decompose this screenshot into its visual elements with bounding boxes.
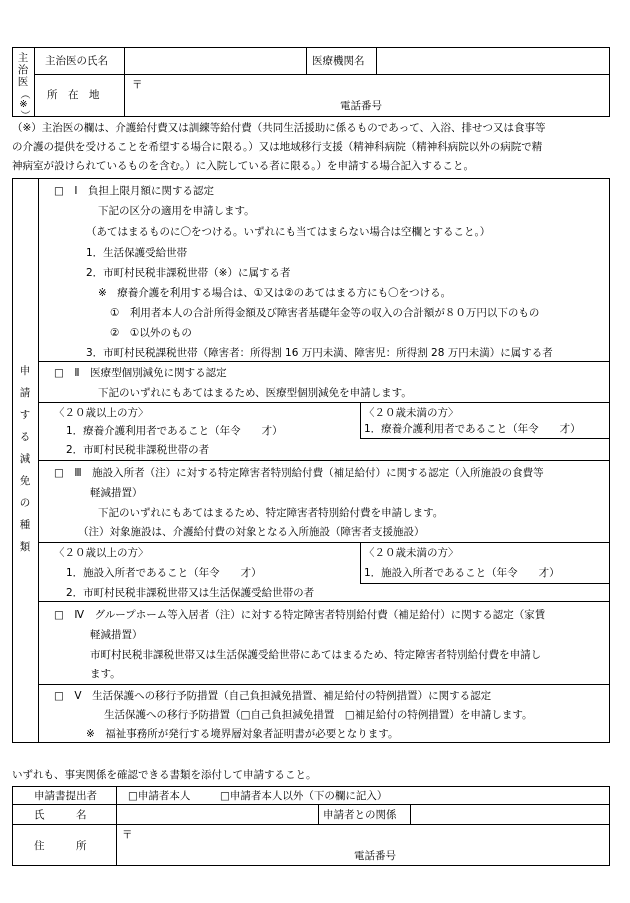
sec3-right-head: 〈２０歳未満の方〉 [364,547,459,559]
submitter-option-self[interactable]: □申請者本人 [128,790,191,802]
sec5-note: ※ 福祉事務所が発行する境界層対象者証明書が必要となります。 [86,728,399,740]
doctor-side-char-2: 治 [17,64,29,76]
name-label: 氏 名 [34,809,87,821]
sec1-item1: 1．生活保護受給世帯 [86,247,188,259]
institution-value[interactable] [380,52,605,70]
sec4-title2: 軽減措置） [90,629,143,641]
sec3-note: （注）対象施設は、介護給付費の対象となる入所施設（障害者支援施設） [78,526,425,538]
sec3-line1: 下記のいずれにもあてはまるため、特定障害者特別給付費を申請します。 [98,507,444,519]
sec2-left-2: 2．市町村民税非課税世帯の者 [66,444,210,456]
sec1-title[interactable]: □ Ⅰ 負担上限月額に関する認定 [54,185,215,197]
sec1-sub2: ② ①以外のもの [110,327,192,339]
sec5-title[interactable]: □ Ⅴ 生活保護への移行予防措置（自己負担減免措置、補足給付の特例措置）に関する認定 [54,690,492,702]
sec1-line2: （あてはまるものに〇をつける。いずれにも当てはまらない場合は空欄とすること。） [86,226,491,238]
reduction-side-char: 申 [19,365,31,377]
sec2-right-1: 1．療養介護利用者であること（年令 才） [364,423,581,435]
doctor-side-label [12,52,34,88]
doctor-phone-label: 電話番号 [340,100,382,112]
submit-note: いずれも、事実関係を確認できる書類を添付して申請すること。 [12,769,317,781]
reduction-side-char: す [19,409,31,421]
submit-postal-mark: 〒 [122,829,133,841]
sec1-item2: 2．市町村民税非課税世帯（※）に属する者 [86,267,291,279]
reduction-side-label [12,360,38,558]
reduction-side-char: 請 [19,387,31,399]
relation-label: 申請者との関係 [323,809,397,821]
name-value[interactable] [120,806,314,822]
sec2-left-head: 〈２０歳以上の方〉 [54,407,149,419]
reduction-side-char: 免 [19,475,31,487]
institution-label: 医療機関名 [312,55,365,67]
doctor-postal-mark: 〒 [132,79,143,91]
sec2-line1: 下記のいずれにもあてはまるため、医療型個別減免を申請します。 [98,387,412,399]
doctor-name-label: 主治医の氏名 [45,55,108,67]
sec1-item3: 3．市町村民税課税世帯（障害者：所得割 16 万円未満、障害児：所得割 28 万円未満）に属する者 [86,347,553,359]
sec1-note: ※ 療養介護を利用する場合は、①又は②のあてはまる方にも〇をつける。 [98,287,452,299]
reduction-side-char: 減 [19,453,31,465]
sec1-sub1: ① 利用者本人の合計所得金額及び障害者基礎年金等の収入の合計額が８０万円以下のもの [110,307,540,319]
sec3-title[interactable]: □ Ⅲ 施設入所者（注）に対する特定障害者特別給付費（補足給付）に関する認定（入所施設の食費等 [54,467,544,479]
doctor-side-char-1: 主 [17,52,29,64]
doctor-note-1: （※）主治医の欄は、介護給付費又は訓練等給付費（共同生活援助に係るものであって、入浴、排せつ又は食事等 [12,122,546,134]
submitter-option-other[interactable]: □申請者本人以外（下の欄に記入） [220,790,388,802]
submitter-label: 申請書提出者 [34,790,97,802]
submit-phone-label: 電話番号 [354,850,396,862]
sec5-line1: 生活保護への移行予防措置（□自己負担減免措置 □補足給付の特例措置）を申請します。 [104,709,533,721]
sec3-left-2: 2．市町村民税非課税世帯又は生活保護受給世帯の者 [66,587,315,599]
sec4-line1: 市町村民税非課税世帯又は生活保護受給世帯にあてはまるため、特定障害者特別給付費を申請し [90,649,542,661]
doctor-side-mark: （※） [18,89,29,120]
reduction-side-char: の [19,497,31,509]
sec2-left-1: 1．療養介護利用者であること（年令 才） [66,425,283,437]
sec2-right-head: 〈２０歳未満の方〉 [364,407,459,419]
doctor-name-value[interactable] [130,52,300,70]
sec3-right-1: 1．施設入所者であること（年令 才） [364,567,560,579]
sec4-line2: ます。 [90,668,121,680]
sec1-line1: 下記の区分の適用を申請します。 [98,205,255,217]
sec2-title[interactable]: □ Ⅱ 医療型個別減免に関する認定 [54,367,227,379]
doctor-side-char-3: 医 [17,76,29,88]
reduction-side-char: 類 [19,541,31,553]
sec3-left-head: 〈２０歳以上の方〉 [54,547,149,559]
doctor-note-3: 神病室が設けられているものを含む。）に入院している者に限る。）を申請する場合記入すること。 [12,160,474,172]
sec3-left-1: 1．施設入所者であること（年令 才） [66,567,262,579]
relation-value[interactable] [414,806,606,822]
address-label: 住 所 [34,840,87,852]
reduction-side-char: る [19,431,31,443]
sec4-title[interactable]: □ Ⅳ グループホーム等入居者（注）に対する特定障害者特別給付費（補足給付）に関する認定（家賃 [54,609,546,621]
doctor-address-label: 所 在 地 [47,89,100,101]
sec3-title2: 軽減措置） [90,487,143,499]
reduction-side-char: 種 [19,519,31,531]
doctor-note-2: の介護の提供を受けることを希望する場合に限る。）又は地域移行支援（精神科病院（精神科病院以外の病院で精 [12,141,543,153]
